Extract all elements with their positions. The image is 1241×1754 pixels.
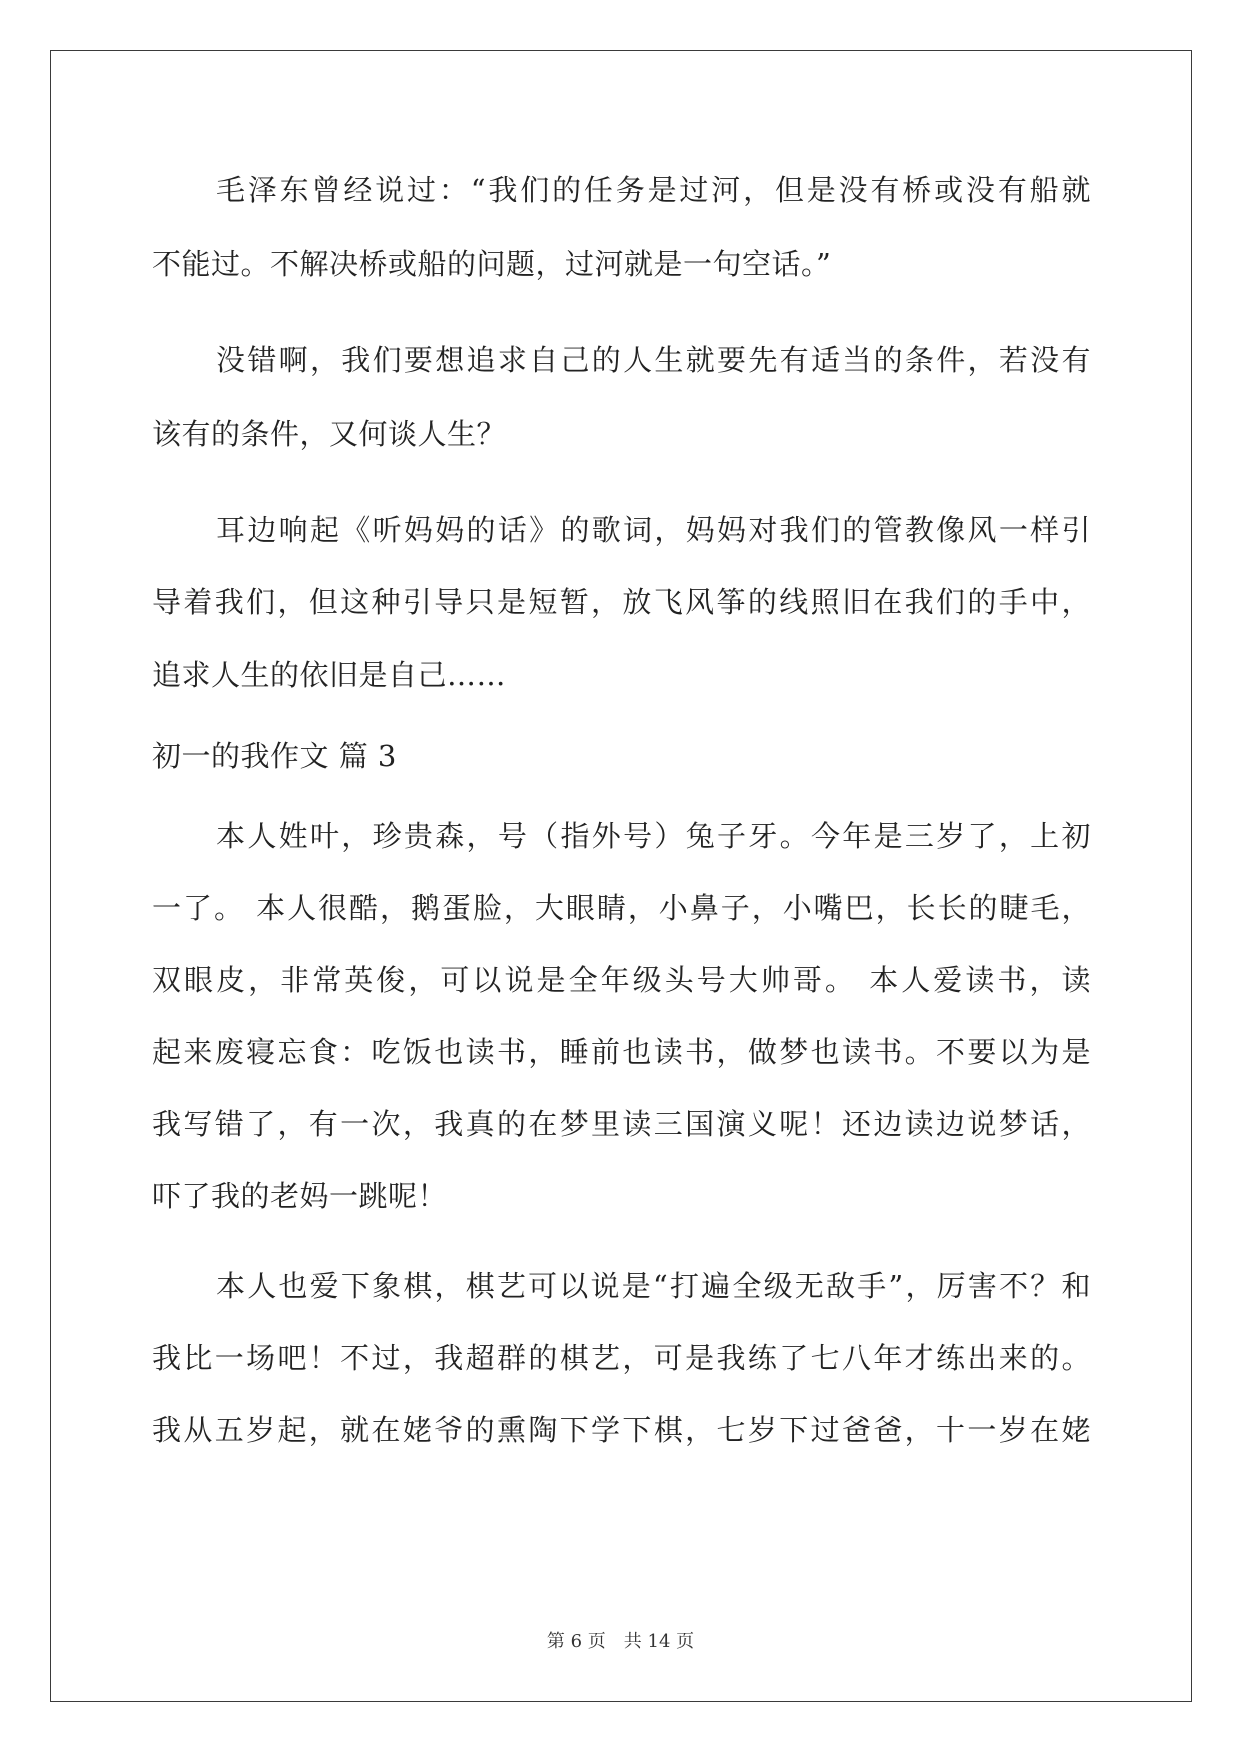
paragraph-2-line-2: 该有的条件，又何谈人生？ [152, 417, 507, 451]
paragraph-5-line-1: 本人也爱下象棋，棋艺可以说是“打遍全级无敌手”，厉害不？和 [216, 1269, 1091, 1303]
paragraph-4-line-1: 本人姓叶，珍贵森，号（指外号）兔子牙。今年是三岁了，上初 [216, 819, 1091, 853]
page-frame [50, 50, 1192, 1702]
paragraph-3-line-1: 耳边响起《听妈妈的话》的歌词，妈妈对我们的管教像风一样引 [216, 513, 1091, 547]
page-footer [0, 1630, 1241, 1654]
paragraph-4-line-4: 起来废寝忘食：吃饭也读书，睡前也读书，做梦也读书。不要以为是 [152, 1035, 1091, 1069]
page-total: 共 14 页 [623, 1631, 695, 1652]
paragraph-3-line-3: 追求人生的依旧是自己…… [152, 658, 507, 692]
paragraph-3-line-2: 导着我们，但这种引导只是短暂，放飞风筝的线照旧在我们的手中， [152, 585, 1091, 619]
paragraph-4-line-5: 我写错了，有一次，我真的在梦里读三国演义呢！还边读边说梦话， [152, 1107, 1091, 1141]
paragraph-1-line-2: 不能过。不解决桥或船的问题，过河就是一句空话。” [152, 247, 832, 281]
paragraph-2-line-1: 没错啊，我们要想追求自己的人生就要先有适当的条件，若没有 [216, 343, 1091, 377]
section-heading: 初一的我作文 篇 3 [152, 739, 397, 773]
page-number: 第 6 页 [546, 1631, 606, 1652]
paragraph-5-line-2: 我比一场吧！不过，我超群的棋艺，可是我练了七八年才练出来的。 [152, 1341, 1091, 1375]
paragraph-4-line-6: 吓了我的老妈一跳呢！ [152, 1179, 448, 1213]
paragraph-1-line-1: 毛泽东曾经说过：“我们的任务是过河，但是没有桥或没有船就 [216, 173, 1091, 207]
paragraph-4-line-3: 双眼皮，非常英俊，可以说是全年级头号大帅哥。 本人爱读书，读 [152, 963, 1091, 997]
paragraph-4-line-2: 一了。 本人很酷，鹅蛋脸，大眼睛，小鼻子，小嘴巴，长长的睫毛， [152, 891, 1091, 925]
paragraph-5-line-3: 我从五岁起，就在姥爷的熏陶下学下棋，七岁下过爸爸，十一岁在姥 [152, 1413, 1091, 1447]
